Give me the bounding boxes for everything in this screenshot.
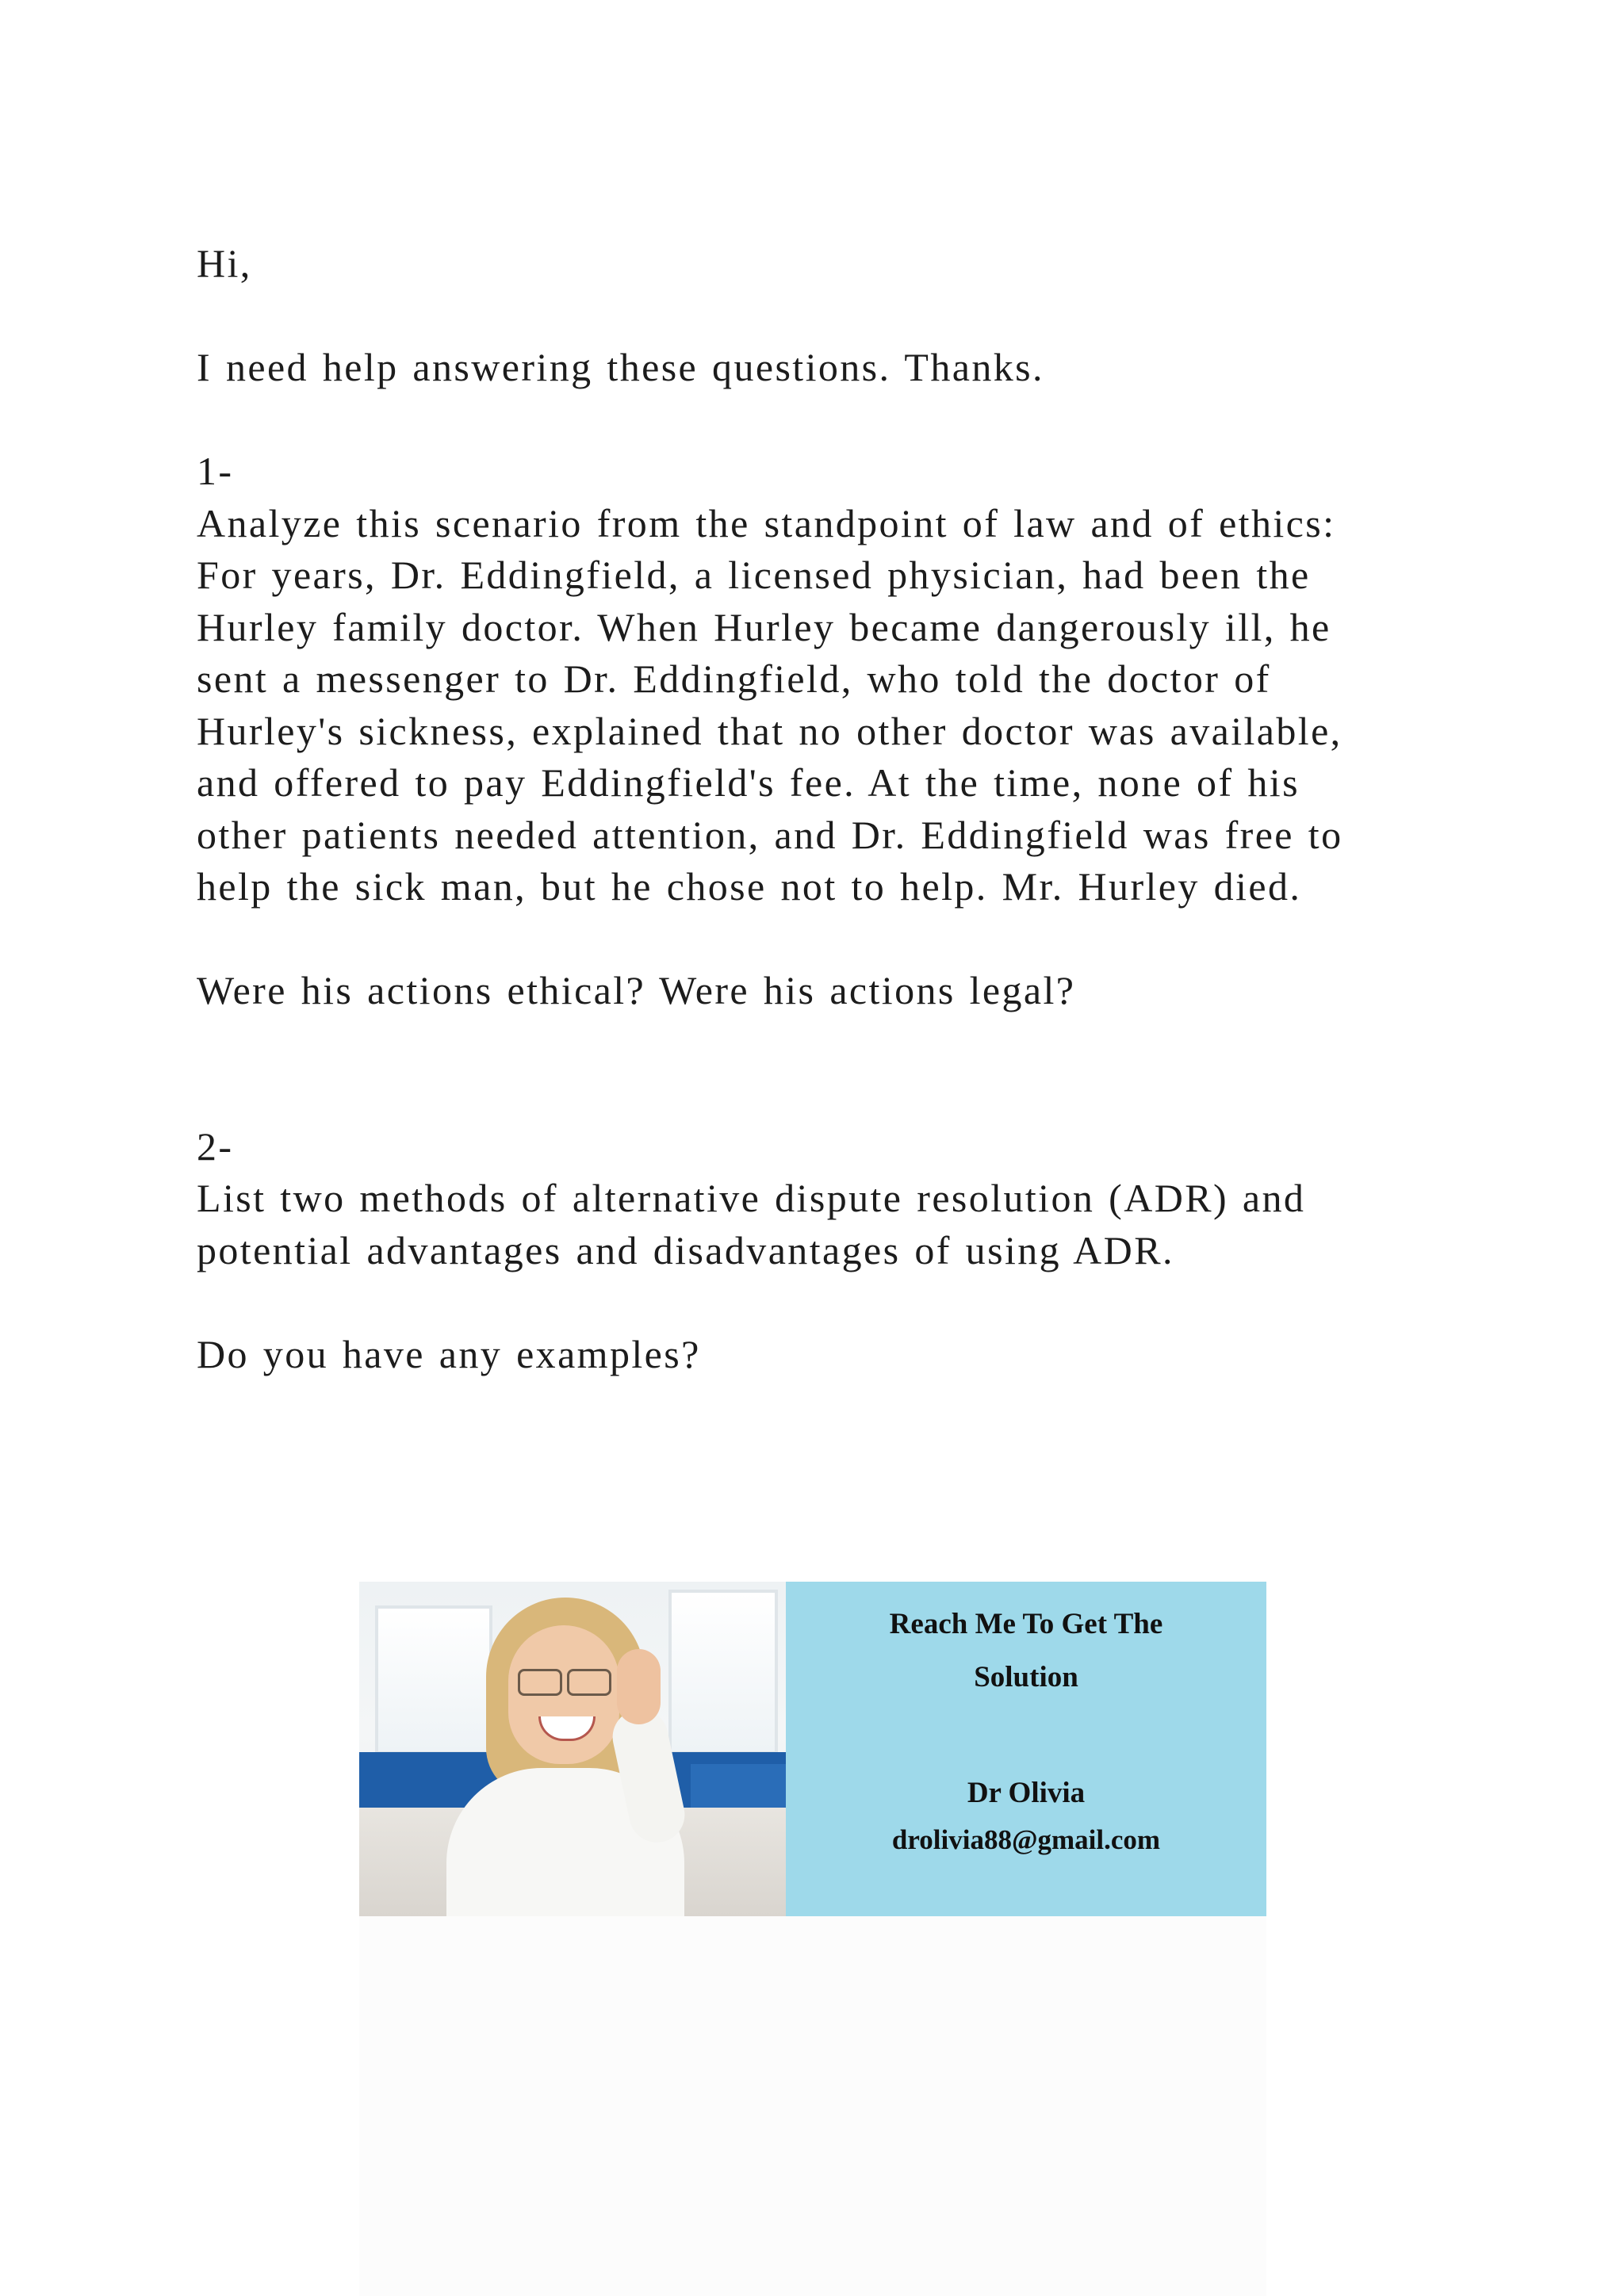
question-1-line: Analyze this scenario from the standpoint of law and of ethics:: [197, 500, 1336, 545]
blank-image-area: [359, 1916, 1266, 2296]
banner-headline: Reach Me To Get The: [889, 1608, 1163, 1640]
question-2-line: List two methods of alternative dispute resolution (ADR) and: [197, 1176, 1306, 1220]
document-body: [197, 238, 1465, 1380]
intro-line: I need help answering these questions. Thanks.: [197, 345, 1044, 389]
hand-shape: [617, 1649, 661, 1724]
greeting-line: Hi,: [197, 241, 252, 285]
glasses-icon: [518, 1669, 562, 1696]
banner-headline: Solution: [974, 1661, 1078, 1693]
banner-contact-panel: [786, 1582, 1266, 1916]
question-2-line: potential advantages and disadvantages of using ADR.: [197, 1227, 1174, 1272]
spacer: [197, 1017, 1465, 1121]
woman-portrait-photo: [359, 1582, 786, 1916]
question-1-line: other patients needed attention, and Dr. Eddingfield was free to: [197, 812, 1343, 857]
contact-banner: [359, 1582, 1266, 1916]
question-1-line: and offered to pay Eddingfield's fee. At the time, none of his: [197, 760, 1300, 805]
spacer: [197, 1276, 1465, 1329]
question-1-line: sent a messenger to Dr. Eddingfield, who told the doctor of: [197, 656, 1271, 701]
spacer: [197, 290, 1465, 342]
question-1-line: For years, Dr. Eddingfield, a licensed physician, had been the: [197, 553, 1311, 597]
contact-name: Dr Olivia: [967, 1777, 1086, 1809]
question-1-number: 1-: [197, 449, 234, 493]
window-decoration: [375, 1605, 492, 1755]
question-1-line: help the sick man, but he chose not to help. Mr. Hurley died.: [197, 864, 1302, 909]
question-2-followup: Do you have any examples?: [197, 1331, 701, 1376]
couch-decoration: [691, 1764, 786, 1812]
spacer: [197, 913, 1465, 966]
question-1-line: Hurley's sickness, explained that no other doctor was available,: [197, 708, 1342, 753]
question-2-number: 2-: [197, 1123, 234, 1169]
question-1-followup: Were his actions ethical? Were his actions legal?: [197, 968, 1076, 1012]
question-1-line: Hurley family doctor. When Hurley became dangerously ill, he: [197, 604, 1331, 649]
window-decoration: [668, 1590, 778, 1755]
glasses-icon: [567, 1669, 611, 1696]
contact-email[interactable]: drolivia88@gmail.com: [891, 1824, 1161, 1855]
spacer: [197, 394, 1465, 446]
